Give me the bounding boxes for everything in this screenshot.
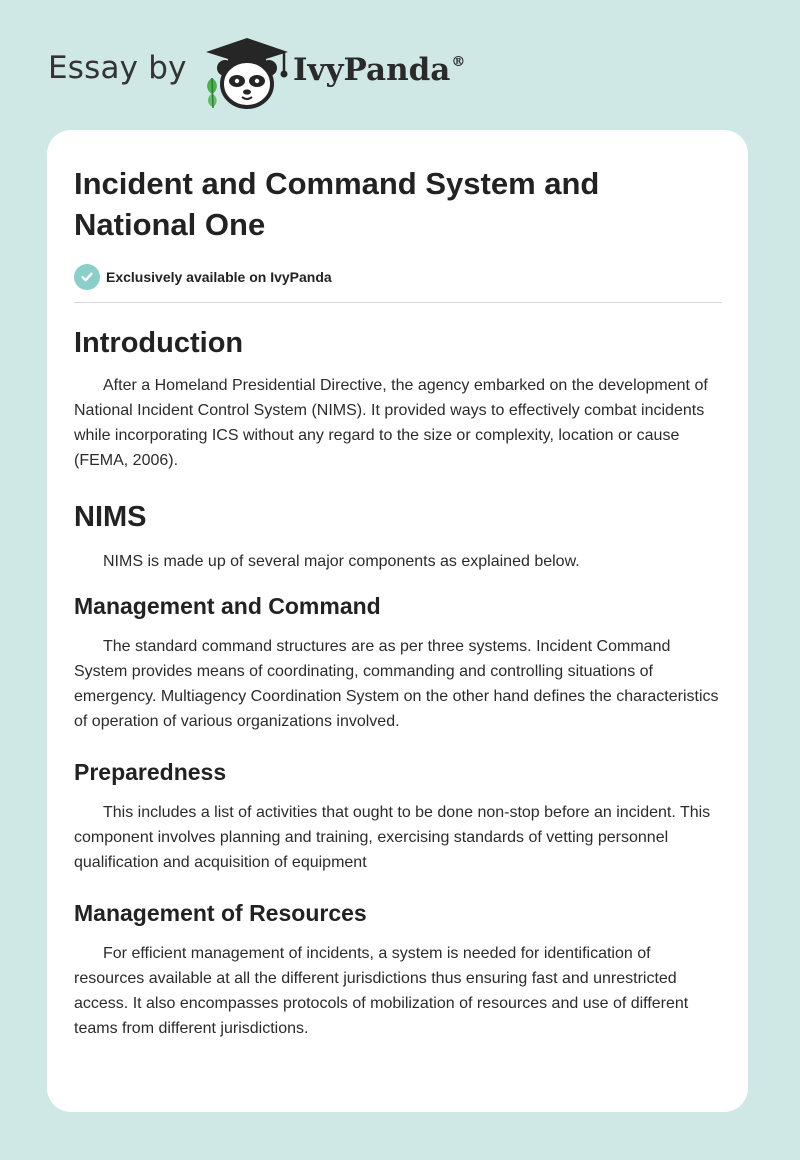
section-paragraph-management-command: The standard command structures are as per three systems. Incident Command System provides means of coordinating, commanding and controlling situations of emergency. Multiagency Coordination System on the other hand defines the characteristics of operation of various organizations involved. xyxy=(74,638,719,730)
section-heading-introduction: Introduction xyxy=(74,327,244,359)
section-heading-management-command: Management and Command xyxy=(74,593,381,619)
section-heading-nims: NIMS xyxy=(74,501,147,533)
title-divider xyxy=(74,302,722,303)
registered-mark: ® xyxy=(451,54,466,70)
essay-title: Incident and Command System and National One xyxy=(74,166,600,242)
panda-logo-icon[interactable] xyxy=(202,34,292,110)
section-paragraph-preparedness: This includes a list of activities that ought to be done non-stop before an incident. This component involves planning and training, exercising standards of vetting personnel qualification and acquisition of equipment xyxy=(74,804,711,871)
exclusive-badge xyxy=(74,263,332,290)
check-circle-icon xyxy=(74,264,100,290)
section-heading-preparedness: Preparedness xyxy=(74,759,227,785)
site-header xyxy=(0,0,800,130)
brand-name[interactable]: IvyPanda® xyxy=(293,52,466,88)
section-paragraph-management-resources: For efficient management of incidents, a system is needed for identification of resources available at all the different jurisdictions thus ensuring fast and unrestricted access. It also encompasses protocols of mobilization of resources and use of different teams from different jurisdictions. xyxy=(74,945,689,1037)
section-heading-management-resources: Management of Resources xyxy=(74,900,367,926)
section-paragraph-nims: NIMS is made up of several major components as explained below. xyxy=(103,553,580,570)
essay-card xyxy=(47,130,748,1112)
essay-body xyxy=(74,320,722,1041)
exclusive-badge-label: Exclusively available on IvyPanda xyxy=(106,268,332,285)
section-paragraph-introduction: After a Homeland Presidential Directive, the agency embarked on the development of National Incident Control System (NIMS). It provided ways to effectively combat incidents while incorporating ICS without any regard to the size or complexity, location or cause (FEMA, 2006). xyxy=(74,377,708,469)
essay-by-label: Essay by xyxy=(48,50,187,86)
